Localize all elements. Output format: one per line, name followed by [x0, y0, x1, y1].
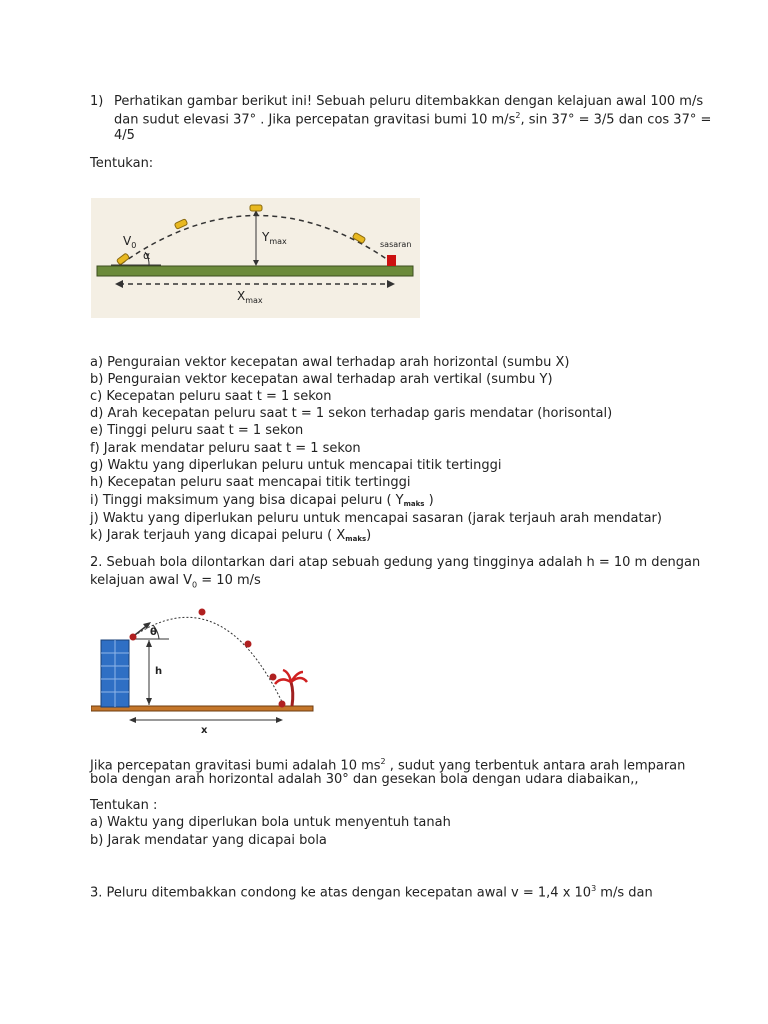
problem2-para2: bola dengan arah horizontal adalah 30° dan gesekan bola dengan udara diabaikan,,: [90, 772, 639, 787]
problem1-item-k-b: ): [366, 528, 372, 543]
problem1-item-i-a: i) Tinggi maksimum yang bisa dicapai peluru ( Y: [90, 493, 404, 508]
problem1-item-a: a) Penguraian vektor kecepatan awal terhadap arah horizontal (sumbu X): [90, 355, 570, 370]
problem3-text-b: m/s dan: [596, 885, 653, 901]
problem1-item-k-a: k) Jarak terjauh yang dicapai peluru ( X: [90, 528, 346, 543]
theta-label: θ: [150, 627, 157, 638]
ball-peak-icon: [199, 609, 206, 616]
problem1-item-i-b: ): [424, 493, 434, 508]
problem1-item-i-sub: maks: [403, 500, 425, 508]
problem1-text-line3: 4/5: [114, 128, 135, 143]
problem2-item-a: a) Waktu yang diperlukan bola untuk menyentuh tanah: [90, 815, 451, 830]
problem3-text-a: 3. Peluru ditembakkan condong ke atas dengan kecepatan awal v = 1,4 x 10: [90, 885, 592, 901]
problem1-tentukan: Tentukan:: [90, 156, 154, 171]
problem2-tentukan: Tentukan :: [90, 798, 158, 813]
ball-low-icon: [270, 674, 277, 681]
problem2-para1-sup: 2: [380, 757, 386, 766]
problem1-number: 1): [90, 94, 104, 109]
problem1-item-f: f) Jarak mendatar peluru saat t = 1 sekon: [90, 441, 361, 456]
ball-start-icon: [130, 634, 137, 641]
problem2-line2-sub: 0: [192, 580, 198, 590]
building-throw-figure: [91, 600, 316, 740]
problem2-line2-b: = 10 m/s: [197, 573, 261, 588]
x-arrow-right-icon: [276, 717, 283, 723]
problem1-text-line2-a: dan sudut elevasi 37° . Jika percepatan gravitasi bumi 10 m/s: [114, 112, 516, 128]
xmax-label: $X_{max}$: [237, 289, 263, 305]
h-label: h: [155, 666, 163, 677]
problem2-line1: 2. Sebuah bola dilontarkan dari atap sebuah gedung yang tingginya adalah h = 10 m dengan: [90, 555, 701, 570]
alpha-label: α: [143, 249, 151, 262]
problem1-item-j: j) Waktu yang diperlukan peluru untuk mencapai sasaran (jarak terjauh arah mendatar): [90, 511, 662, 526]
ground-strip: [97, 266, 413, 276]
palm-tree-icon: [275, 670, 307, 706]
problem1-item-k-sub: maks: [345, 535, 367, 543]
v0-label: $V_0$: [123, 234, 137, 250]
problem1-item-h: h) Kecepatan peluru saat mencapai titik tertinggi: [90, 475, 411, 490]
problem2-line2: [90, 572, 261, 594]
x-arrow-left-icon: [129, 717, 136, 723]
problem2-line2-a: kelajuan awal V: [90, 573, 193, 588]
x-label: x: [201, 725, 208, 736]
h-arrow-up-icon: [146, 640, 152, 647]
target-label: sasaran: [380, 240, 412, 249]
problem1-item-b: b) Penguraian vektor kecepatan awal terhadap arah vertikal (sumbu Y): [90, 372, 553, 387]
bullet-top-icon: [250, 205, 262, 211]
problem1-text-line2: [114, 111, 711, 127]
building-icon: [101, 640, 129, 707]
problem1-item-g: g) Waktu yang diperlukan peluru untuk mencapai titik tertinggi: [90, 458, 502, 473]
problem2-para1-a: Jika percepatan gravitasi bumi adalah 10 ms: [90, 758, 381, 774]
problem1-text-line2-sup: 2: [515, 111, 521, 120]
problem3-text: [90, 880, 653, 901]
problem1-item-c: c) Kecepatan peluru saat t = 1 sekon: [90, 389, 332, 404]
h-arrow-down-icon: [146, 698, 152, 705]
problem1-text-line1: Perhatikan gambar berikut ini! Sebuah peluru ditembakkan dengan kelajuan awal 100 m/s: [114, 94, 704, 109]
problem1-item-d: d) Arah kecepatan peluru saat t = 1 sekon terhadap garis mendatar (horisontal): [90, 406, 613, 421]
ymax-label: $Y_{max}$: [262, 230, 287, 246]
projectile-figure: [91, 198, 420, 318]
ball-end-icon: [279, 701, 286, 708]
problem1-text-line2-b: , sin 37° = 3/5 dan cos 37° =: [520, 112, 712, 128]
problem1-item-e: e) Tinggi peluru saat t = 1 sekon: [90, 423, 304, 438]
problem1-item-k: [90, 527, 371, 546]
ball-mid-icon: [245, 641, 252, 648]
problem2-para1-b: , sudut yang terbentuk antara arah lemparan: [385, 758, 686, 774]
problem3-text-sup: 3: [591, 884, 597, 893]
target-icon: [387, 255, 396, 266]
problem1-item-i: [90, 492, 434, 511]
problem2-item-b: b) Jarak mendatar yang dicapai bola: [90, 833, 327, 848]
